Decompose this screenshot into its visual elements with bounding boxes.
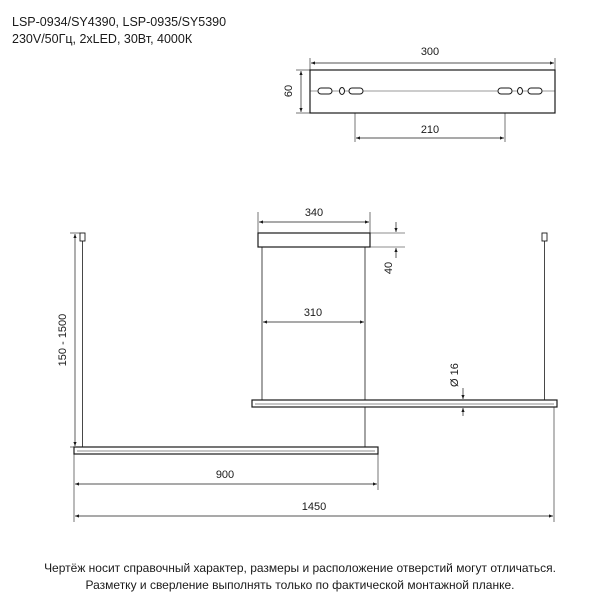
dimension-label-top-bar-height: 40 [383,261,395,275]
mounting-slot [318,88,332,94]
dimension-label-suspension-height: 150 - 1500 [57,313,69,367]
mounting-hole [518,88,523,95]
mounting-slot [349,88,363,94]
mounting-slot [528,88,542,94]
dimension-label-diameter: Ø 16 [449,363,461,387]
disclaimer-line-2: Разметку и сверление выполнять только по фактической монтажной планке. [85,578,515,592]
fixture-front-view [57,207,557,522]
dimension-label-cable-spacing: 310 [303,307,323,319]
dimension-label-lower-bar-length: 900 [215,469,235,481]
disclaimer-note [0,560,600,594]
dimension-label-base-width: 60 [283,84,295,98]
led-bar-lower [74,447,378,454]
led-bar-upper [252,400,557,407]
cable-anchor [80,233,85,241]
mounting-hole [340,88,345,95]
dimension-label-base-length: 300 [420,46,440,58]
electrical-specs: 230V/50Гц, 2xLED, 30Вт, 4000К [12,32,193,46]
dimension-label-total-length: 1450 [301,501,327,513]
cable-anchor [542,233,547,241]
disclaimer-line-1: Чертёж носит справочный характер, размеры и расположение отверстий могут отличаться. [44,561,556,575]
mounting-slot [498,88,512,94]
canopy-bar [258,233,370,247]
model-numbers: LSP-0934/SY4390, LSP-0935/SY5390 [12,15,227,29]
dimension-label-top-bar-length: 340 [304,207,324,219]
mounting-plate-view [283,46,555,142]
dimension-label-hole-spacing: 210 [420,124,440,136]
